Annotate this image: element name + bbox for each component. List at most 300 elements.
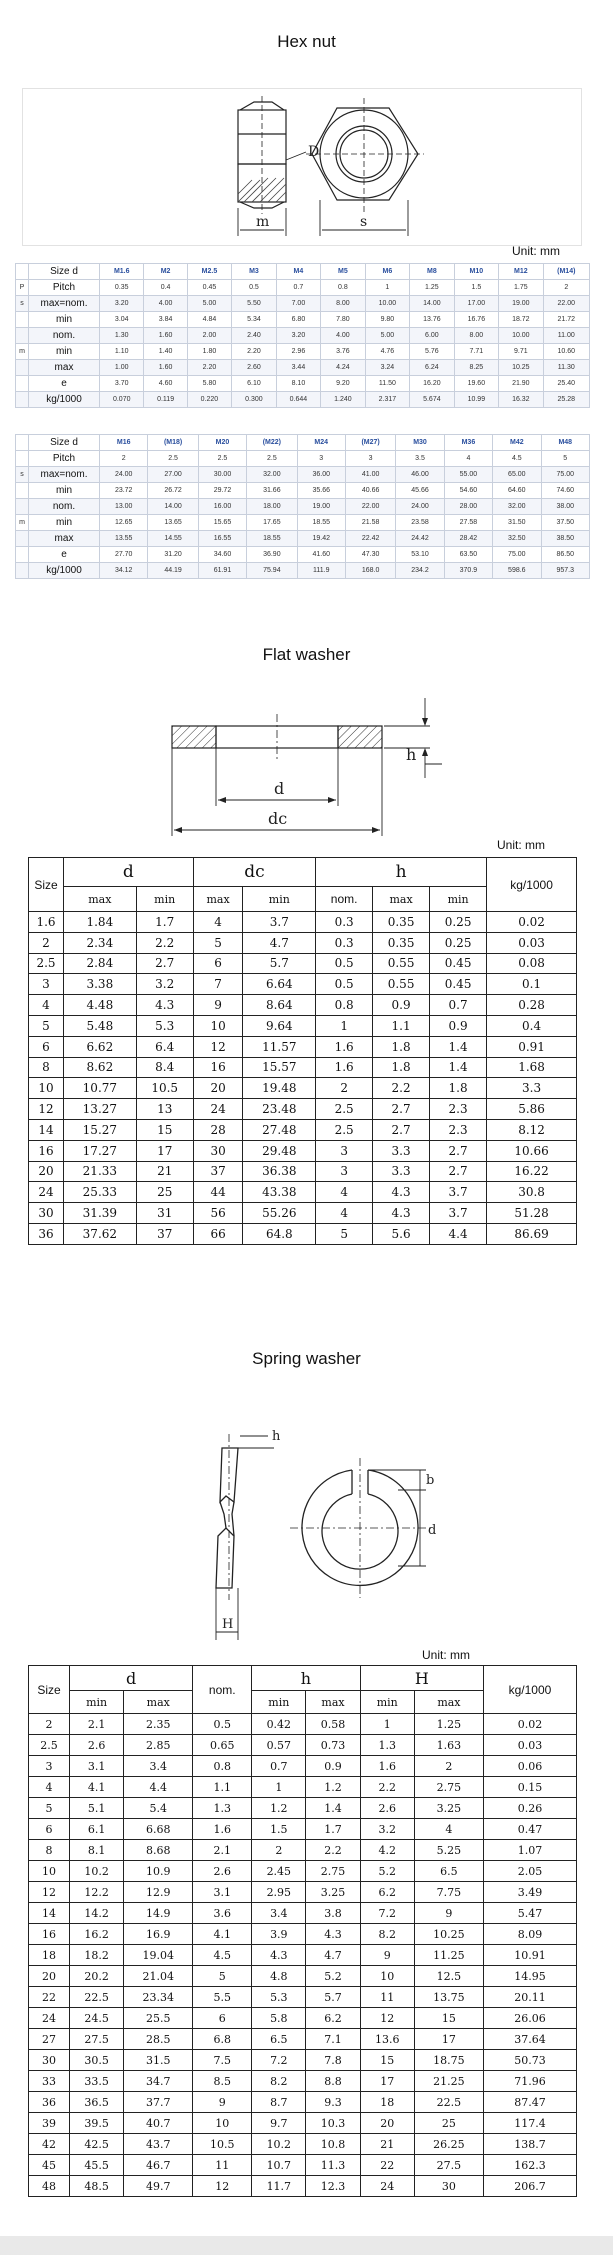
value-cell: 14.9 xyxy=(124,1903,193,1924)
size-column-header: M4 xyxy=(276,264,320,280)
value-cell: 3 xyxy=(29,974,64,995)
table-row xyxy=(29,995,577,1016)
value-cell: 1.8 xyxy=(430,1078,487,1099)
size-column-header: M30 xyxy=(396,435,444,451)
kg-header: kg/1000 xyxy=(483,1666,576,1714)
value-cell: 4.24 xyxy=(321,360,365,376)
big-h-label: H xyxy=(222,1617,234,1632)
table-row xyxy=(29,1203,577,1224)
value-cell: 2.75 xyxy=(306,1861,360,1882)
row-label: min xyxy=(29,515,100,531)
value-cell: 12 xyxy=(29,1099,64,1120)
value-cell: 0.1 xyxy=(487,974,577,995)
value-cell: 12.9 xyxy=(124,1882,193,1903)
value-cell: 21.58 xyxy=(345,515,395,531)
sub-header: max xyxy=(373,887,430,912)
row-label: max xyxy=(29,531,100,547)
value-cell: 42.5 xyxy=(70,2134,124,2155)
value-cell: 0.25 xyxy=(430,932,487,953)
value-cell: 3.49 xyxy=(483,1882,576,1903)
value-cell: 10.91 xyxy=(483,1945,576,1966)
value-cell: 13 xyxy=(136,1099,193,1120)
row-label: Pitch xyxy=(29,451,100,467)
value-cell: 2.5 xyxy=(316,1099,373,1120)
d-header: d xyxy=(64,858,194,887)
value-cell: 53.10 xyxy=(396,547,444,563)
table-header-row xyxy=(29,1666,577,1691)
table-row xyxy=(16,499,590,515)
value-cell: 0.06 xyxy=(483,1756,576,1777)
value-cell: 30 xyxy=(193,1140,243,1161)
value-cell: 168.0 xyxy=(345,563,395,579)
m-label: m xyxy=(256,214,270,230)
value-cell: 13.27 xyxy=(64,1099,137,1120)
value-cell: 0.03 xyxy=(487,932,577,953)
value-cell: 7.71 xyxy=(454,344,498,360)
value-cell: 7.1 xyxy=(306,2029,360,2050)
value-cell: 16.20 xyxy=(410,376,454,392)
value-cell: 63.50 xyxy=(444,547,492,563)
row-label: max=nom. xyxy=(29,296,100,312)
value-cell: 0.070 xyxy=(100,392,144,408)
value-cell: 0.119 xyxy=(144,392,187,408)
value-cell: 5.48 xyxy=(64,1015,137,1036)
value-cell: 31.39 xyxy=(64,1203,137,1224)
value-cell: 10.2 xyxy=(70,1861,124,1882)
value-cell: 0.8 xyxy=(316,995,373,1016)
table-row xyxy=(29,1223,577,1244)
value-cell: 0.58 xyxy=(306,1714,360,1735)
value-cell: 24.42 xyxy=(396,531,444,547)
value-cell: 18.55 xyxy=(297,515,345,531)
value-cell: 29.48 xyxy=(243,1140,316,1161)
value-cell: 20 xyxy=(29,1161,64,1182)
value-cell: 25 xyxy=(136,1182,193,1203)
value-cell: 0.55 xyxy=(373,953,430,974)
value-cell: 3.04 xyxy=(100,312,144,328)
value-cell: 15 xyxy=(360,2050,414,2071)
value-cell: 5 xyxy=(541,451,589,467)
value-cell: 162.3 xyxy=(483,2155,576,2176)
value-cell: 8.09 xyxy=(483,1924,576,1945)
spring-washer-title: Spring washer xyxy=(252,1349,361,1368)
value-cell: 5.86 xyxy=(487,1099,577,1120)
value-cell: 0.3 xyxy=(316,932,373,953)
bottom-bar xyxy=(0,2236,613,2255)
value-cell: 20.11 xyxy=(483,1987,576,2008)
value-cell: 2.2 xyxy=(136,932,193,953)
value-cell: 3.9 xyxy=(252,1924,306,1945)
value-cell: 10.3 xyxy=(306,2113,360,2134)
value-cell: 3.25 xyxy=(414,1798,483,1819)
value-cell: 11.00 xyxy=(543,328,589,344)
value-cell: 8.64 xyxy=(243,995,316,1016)
value-cell: 25 xyxy=(414,2113,483,2134)
value-cell: 11 xyxy=(360,1987,414,2008)
value-cell: 4.00 xyxy=(321,328,365,344)
group-cell xyxy=(16,328,29,344)
value-cell: 10.8 xyxy=(306,2134,360,2155)
value-cell: 4.76 xyxy=(365,344,409,360)
value-cell: 2.2 xyxy=(373,1078,430,1099)
value-cell: 10 xyxy=(360,1966,414,1987)
value-cell: 15 xyxy=(414,2008,483,2029)
value-cell: 2.6 xyxy=(193,1861,252,1882)
d-label: d xyxy=(274,779,285,798)
b-label: b xyxy=(426,1473,435,1488)
value-cell: 41.60 xyxy=(297,547,345,563)
value-cell: 6 xyxy=(29,1819,70,1840)
size-column-header: (M14) xyxy=(543,264,589,280)
table-row xyxy=(29,912,577,933)
value-cell: 4 xyxy=(316,1203,373,1224)
value-cell: 0.57 xyxy=(252,1735,306,1756)
value-cell: 8.62 xyxy=(64,1057,137,1078)
value-cell: 55.00 xyxy=(444,467,492,483)
value-cell: 8.00 xyxy=(321,296,365,312)
value-cell: 0.7 xyxy=(276,280,320,296)
sub-header: min xyxy=(70,1691,124,1714)
table-row xyxy=(16,515,590,531)
value-cell: 2.7 xyxy=(430,1161,487,1182)
value-cell: 43.38 xyxy=(243,1182,316,1203)
value-cell: 37.50 xyxy=(541,515,589,531)
value-cell: 2 xyxy=(29,1714,70,1735)
value-cell: 25.5 xyxy=(124,2008,193,2029)
value-cell: 1.3 xyxy=(360,1735,414,1756)
value-cell: 64.8 xyxy=(243,1223,316,1244)
value-cell: 34.60 xyxy=(198,547,246,563)
sub-header: min xyxy=(252,1691,306,1714)
value-cell: 1.00 xyxy=(100,360,144,376)
value-cell: 37.7 xyxy=(124,2092,193,2113)
value-cell: 7.75 xyxy=(414,1882,483,1903)
value-cell: 8.5 xyxy=(193,2071,252,2092)
value-cell: 17.65 xyxy=(247,515,297,531)
value-cell: 3.24 xyxy=(365,360,409,376)
value-cell: 49.7 xyxy=(124,2176,193,2197)
value-cell: 0.35 xyxy=(100,280,144,296)
value-cell: 2.5 xyxy=(29,1735,70,1756)
value-cell: 25.28 xyxy=(543,392,589,408)
value-cell: 24 xyxy=(29,1182,64,1203)
value-cell: 2.5 xyxy=(316,1119,373,1140)
value-cell: 4 xyxy=(444,451,492,467)
value-cell: 12.2 xyxy=(70,1882,124,1903)
table-row xyxy=(29,1966,577,1987)
value-cell: 12.65 xyxy=(100,515,148,531)
value-cell: 9.3 xyxy=(306,2092,360,2113)
sub-header: nom. xyxy=(316,887,373,912)
value-cell: 10.99 xyxy=(454,392,498,408)
value-cell: 13.75 xyxy=(414,1987,483,2008)
value-cell: 24.00 xyxy=(396,499,444,515)
value-cell: 12 xyxy=(360,2008,414,2029)
value-cell: 10.7 xyxy=(252,2155,306,2176)
h-header: h xyxy=(316,858,487,887)
value-cell: 4.3 xyxy=(252,1945,306,1966)
value-cell: 234.2 xyxy=(396,563,444,579)
value-cell: 30 xyxy=(414,2176,483,2197)
value-cell: 2.20 xyxy=(232,344,276,360)
value-cell: 1.07 xyxy=(483,1840,576,1861)
value-cell: 23.72 xyxy=(100,483,148,499)
value-cell: 2 xyxy=(414,1756,483,1777)
value-cell: 3.1 xyxy=(193,1882,252,1903)
value-cell: 0.42 xyxy=(252,1714,306,1735)
value-cell: 2.6 xyxy=(360,1798,414,1819)
value-cell: 598.6 xyxy=(493,563,541,579)
value-cell: 27.00 xyxy=(148,467,198,483)
value-cell: 6.68 xyxy=(124,1819,193,1840)
value-cell: 0.15 xyxy=(483,1777,576,1798)
value-cell: 36.90 xyxy=(247,547,297,563)
value-cell: 4.60 xyxy=(144,376,187,392)
value-cell: 39 xyxy=(29,2113,70,2134)
row-label: nom. xyxy=(29,328,100,344)
value-cell: 7.00 xyxy=(276,296,320,312)
value-cell: 2.5 xyxy=(198,451,246,467)
value-cell: 1.8 xyxy=(373,1057,430,1078)
size-column-header: (M27) xyxy=(345,435,395,451)
value-cell: 8.10 xyxy=(276,376,320,392)
value-cell: 18 xyxy=(29,1945,70,1966)
value-cell: 1 xyxy=(252,1777,306,1798)
value-cell: 2.85 xyxy=(124,1735,193,1756)
value-cell: 1.6 xyxy=(360,1756,414,1777)
size-column-header: M2 xyxy=(144,264,187,280)
value-cell: 45.5 xyxy=(70,2155,124,2176)
value-cell: 22 xyxy=(29,1987,70,2008)
value-cell: 2.20 xyxy=(187,360,231,376)
group-cell xyxy=(16,392,29,408)
value-cell: 1.6 xyxy=(193,1819,252,1840)
table-row xyxy=(29,1119,577,1140)
group-cell xyxy=(16,531,29,547)
value-cell: 18.2 xyxy=(70,1945,124,1966)
value-cell: 86.50 xyxy=(541,547,589,563)
value-cell: 5.674 xyxy=(410,392,454,408)
value-cell: 17 xyxy=(414,2029,483,2050)
value-cell: 9 xyxy=(193,995,243,1016)
value-cell: 27.5 xyxy=(70,2029,124,2050)
group-cell: m xyxy=(16,515,29,531)
hex-unit-label: Unit: mm xyxy=(512,244,560,258)
value-cell: 0.5 xyxy=(232,280,276,296)
table-row xyxy=(29,1057,577,1078)
value-cell: 1.5 xyxy=(454,280,498,296)
value-cell: 18.72 xyxy=(499,312,543,328)
table-row xyxy=(29,1987,577,2008)
value-cell: 13.6 xyxy=(360,2029,414,2050)
spring-washer-table xyxy=(28,1665,577,2197)
hex-nut-diagram xyxy=(22,88,582,246)
value-cell: 6.00 xyxy=(410,328,454,344)
value-cell: 16.76 xyxy=(454,312,498,328)
table-row xyxy=(29,1840,577,1861)
table-row xyxy=(29,1036,577,1057)
value-cell: 13.00 xyxy=(100,499,148,515)
value-cell: 16.00 xyxy=(198,499,246,515)
table-row xyxy=(29,2029,577,2050)
value-cell: 9.64 xyxy=(243,1015,316,1036)
value-cell: 24 xyxy=(193,1099,243,1120)
value-cell: 15.65 xyxy=(198,515,246,531)
value-cell: 370.9 xyxy=(444,563,492,579)
value-cell: 8.8 xyxy=(306,2071,360,2092)
value-cell: 11.25 xyxy=(414,1945,483,1966)
value-cell: 56 xyxy=(193,1203,243,1224)
value-cell: 2.3 xyxy=(430,1119,487,1140)
value-cell: 7.8 xyxy=(306,2050,360,2071)
value-cell: 36.38 xyxy=(243,1161,316,1182)
value-cell: 12 xyxy=(29,1882,70,1903)
value-cell: 37.64 xyxy=(483,2029,576,2050)
value-cell: 0.08 xyxy=(487,953,577,974)
value-cell: 27.70 xyxy=(100,547,148,563)
value-cell: 0.73 xyxy=(306,1735,360,1756)
value-cell: 13.65 xyxy=(148,515,198,531)
value-cell: 28.00 xyxy=(444,499,492,515)
value-cell: 31.50 xyxy=(493,515,541,531)
size-column-header: (M22) xyxy=(247,435,297,451)
table-header-row xyxy=(29,858,577,887)
value-cell: 0.8 xyxy=(321,280,365,296)
value-cell: 3.7 xyxy=(430,1182,487,1203)
value-cell: 4.3 xyxy=(373,1182,430,1203)
value-cell: 14.00 xyxy=(148,499,198,515)
value-cell: 14.95 xyxy=(483,1966,576,1987)
value-cell: 1.4 xyxy=(430,1036,487,1057)
value-cell: 74.60 xyxy=(541,483,589,499)
value-cell: 16.55 xyxy=(198,531,246,547)
value-cell: 32.00 xyxy=(247,467,297,483)
value-cell: 36 xyxy=(29,2092,70,2113)
value-cell: 2.1 xyxy=(70,1714,124,1735)
value-cell: 0.45 xyxy=(430,974,487,995)
table-row xyxy=(29,1015,577,1036)
value-cell: 31 xyxy=(136,1203,193,1224)
value-cell: 1.2 xyxy=(306,1777,360,1798)
value-cell: 15 xyxy=(136,1119,193,1140)
value-cell: 0.03 xyxy=(483,1735,576,1756)
value-cell: 3.6 xyxy=(193,1903,252,1924)
value-cell: 2.60 xyxy=(232,360,276,376)
value-cell: 30.5 xyxy=(70,2050,124,2071)
value-cell: 1.7 xyxy=(136,912,193,933)
value-cell: 10.60 xyxy=(543,344,589,360)
value-cell: 1.6 xyxy=(316,1057,373,1078)
value-cell: 16 xyxy=(29,1140,64,1161)
value-cell: 2.3 xyxy=(430,1099,487,1120)
value-cell: 61.91 xyxy=(198,563,246,579)
value-cell: 0.65 xyxy=(193,1735,252,1756)
value-cell: 14.2 xyxy=(70,1903,124,1924)
value-cell: 9 xyxy=(193,2092,252,2113)
value-cell: 2.2 xyxy=(306,1840,360,1861)
value-cell: 3 xyxy=(297,451,345,467)
value-cell: 25.33 xyxy=(64,1182,137,1203)
group-cell: m xyxy=(16,344,29,360)
value-cell: 22.42 xyxy=(345,531,395,547)
value-cell: 16 xyxy=(193,1057,243,1078)
value-cell: 1.25 xyxy=(410,280,454,296)
value-cell: 0.4 xyxy=(144,280,187,296)
value-cell: 0.644 xyxy=(276,392,320,408)
value-cell: 45.66 xyxy=(396,483,444,499)
value-cell: 32.50 xyxy=(493,531,541,547)
table-header-row xyxy=(16,435,590,451)
value-cell: 4 xyxy=(29,1777,70,1798)
value-cell: 27.5 xyxy=(414,2155,483,2176)
value-cell: 0.5 xyxy=(193,1714,252,1735)
table-row xyxy=(16,451,590,467)
value-cell: 17 xyxy=(360,2071,414,2092)
value-cell: 2 xyxy=(252,1840,306,1861)
value-cell: 5 xyxy=(29,1015,64,1036)
value-cell: 1.80 xyxy=(187,344,231,360)
value-cell: 22.00 xyxy=(345,499,395,515)
value-cell: 3.2 xyxy=(136,974,193,995)
value-cell: 3.5 xyxy=(396,451,444,467)
value-cell: 10 xyxy=(193,1015,243,1036)
value-cell: 19.60 xyxy=(454,376,498,392)
value-cell: 2.7 xyxy=(136,953,193,974)
size-column-header: M1.6 xyxy=(100,264,144,280)
value-cell: 20 xyxy=(29,1966,70,1987)
group-cell xyxy=(16,376,29,392)
value-cell: 4.4 xyxy=(430,1223,487,1244)
value-cell: 7 xyxy=(193,974,243,995)
value-cell: 0.3 xyxy=(316,912,373,933)
row-label: e xyxy=(29,376,100,392)
value-cell: 1.240 xyxy=(321,392,365,408)
value-cell: 3.25 xyxy=(306,1882,360,1903)
sub-header: max xyxy=(306,1691,360,1714)
value-cell: 1.75 xyxy=(499,280,543,296)
value-cell: 0.47 xyxy=(483,1819,576,1840)
value-cell: 5 xyxy=(29,1798,70,1819)
value-cell: 4 xyxy=(316,1182,373,1203)
value-cell: 25.40 xyxy=(543,376,589,392)
value-cell: 1.10 xyxy=(100,344,144,360)
value-cell: 1.8 xyxy=(373,1036,430,1057)
value-cell: 2.35 xyxy=(124,1714,193,1735)
value-cell: 2.6 xyxy=(70,1735,124,1756)
value-cell: 48 xyxy=(29,2176,70,2197)
value-cell: 19.00 xyxy=(297,499,345,515)
flat-unit-label: Unit: mm xyxy=(497,838,545,852)
table-row xyxy=(29,953,577,974)
value-cell: 9 xyxy=(414,1903,483,1924)
value-cell: 47.30 xyxy=(345,547,395,563)
value-cell: 36.00 xyxy=(297,467,345,483)
value-cell: 8 xyxy=(29,1840,70,1861)
table-row xyxy=(29,1735,577,1756)
table-row xyxy=(16,392,590,408)
table-row xyxy=(29,2050,577,2071)
value-cell: 1.84 xyxy=(64,912,137,933)
value-cell: 3.7 xyxy=(243,912,316,933)
value-cell: 2.7 xyxy=(430,1140,487,1161)
value-cell: 0.02 xyxy=(487,912,577,933)
table-row xyxy=(16,483,590,499)
value-cell: 31.20 xyxy=(148,547,198,563)
value-cell: 3.20 xyxy=(276,328,320,344)
value-cell: 4.7 xyxy=(243,932,316,953)
value-cell: 44 xyxy=(193,1182,243,1203)
value-cell: 6.2 xyxy=(360,1882,414,1903)
